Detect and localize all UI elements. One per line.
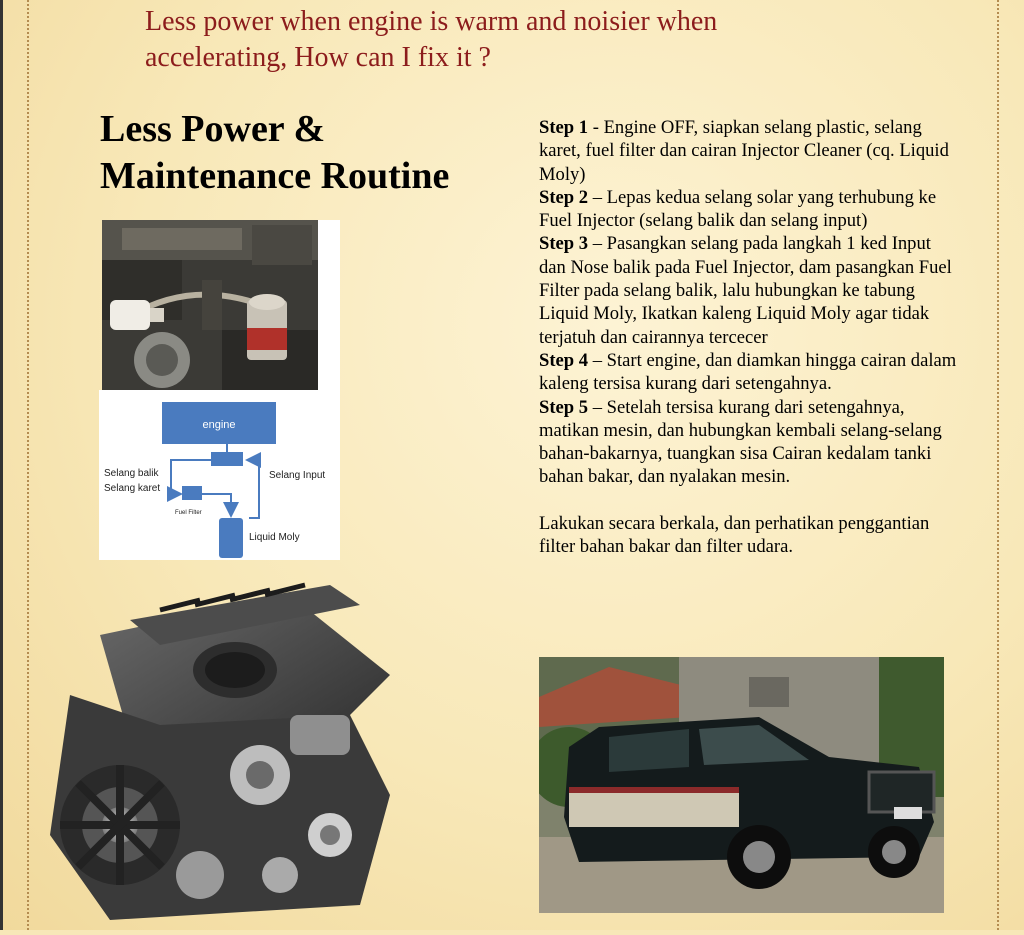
steps-list <box>539 116 959 558</box>
fuel-flow-diagram <box>99 390 340 560</box>
engine-label: engine <box>202 419 236 431</box>
engine-illustration <box>30 575 410 930</box>
label-selang-karet: Selang karet <box>104 483 161 494</box>
step-label: Step 4 <box>539 349 589 371</box>
step-item <box>539 186 959 233</box>
liquid-moly-box <box>219 518 243 558</box>
engine-bay-photo <box>102 220 318 390</box>
fuel-filter-box <box>182 486 202 500</box>
label-selang-input: Selang Input <box>269 470 326 481</box>
maintenance-note: Lakukan secara berkala, dan perhatikan penggantian filter bahan bakar dan filter udara. <box>539 512 930 558</box>
label-liquid-moly: Liquid Moly <box>249 532 300 543</box>
photo-margin <box>318 220 340 390</box>
step-separator: – <box>588 349 607 371</box>
step-text: Engine OFF, siapkan selang plastic, selang karet, fuel filter dan cairan Injector Cleaner (cq. Liquid Moly) <box>539 117 949 185</box>
step-item <box>539 116 959 186</box>
step-separator: – <box>588 186 607 208</box>
page-left-edge <box>0 0 3 930</box>
step-item <box>539 396 959 489</box>
step-label: Step 1 <box>539 117 589 138</box>
injector-box <box>211 452 243 466</box>
dotted-border-right <box>997 0 999 930</box>
step-separator: – <box>588 233 607 255</box>
step-label: Step 5 <box>539 396 589 418</box>
step-separator: - <box>588 117 604 138</box>
header-title: Less power when engine is warm and noisier when accelerating, How can I fix it ? <box>145 6 718 73</box>
step-label: Step 2 <box>539 186 589 208</box>
step-text: Setelah tersisa kurang dari setengahnya, matikan mesin, dan hubungkan kembali selang-selang bahan-bakarnya, tuangkan sisa Cairan kedalam tanki bahan bakar, dan nyalakan mesin. <box>539 396 942 488</box>
section-title: Less Power & Maintenance Routine <box>100 108 450 197</box>
car-photo <box>539 657 944 913</box>
step-text: Pasangkan selang pada langkah 1 ked Input dan Nose balik pada Fuel Injector, dam pasangkan Fuel Filter pada selang balik, lalu hubungkan ke tabung Liquid Moly, Ikatkan kaleng Liquid Moly agar tidak terjatuh dan cairannya tercecer <box>539 233 952 348</box>
step-separator: – <box>588 396 607 418</box>
dotted-border-left <box>27 0 29 930</box>
label-selang-balik: Selang balik <box>104 468 159 479</box>
step-text: Lepas kedua selang solar yang terhubung ke Fuel Injector (selang balik dan selang input) <box>539 186 937 232</box>
step-text: Start engine, dan diamkan hingga cairan dalam kaleng tersisa kurang dari setengahnya. <box>539 349 957 395</box>
label-fuel-filter: Fuel Filter <box>175 510 202 516</box>
step-item <box>539 232 959 348</box>
step-label: Step 3 <box>539 233 589 255</box>
step-item <box>539 349 959 396</box>
